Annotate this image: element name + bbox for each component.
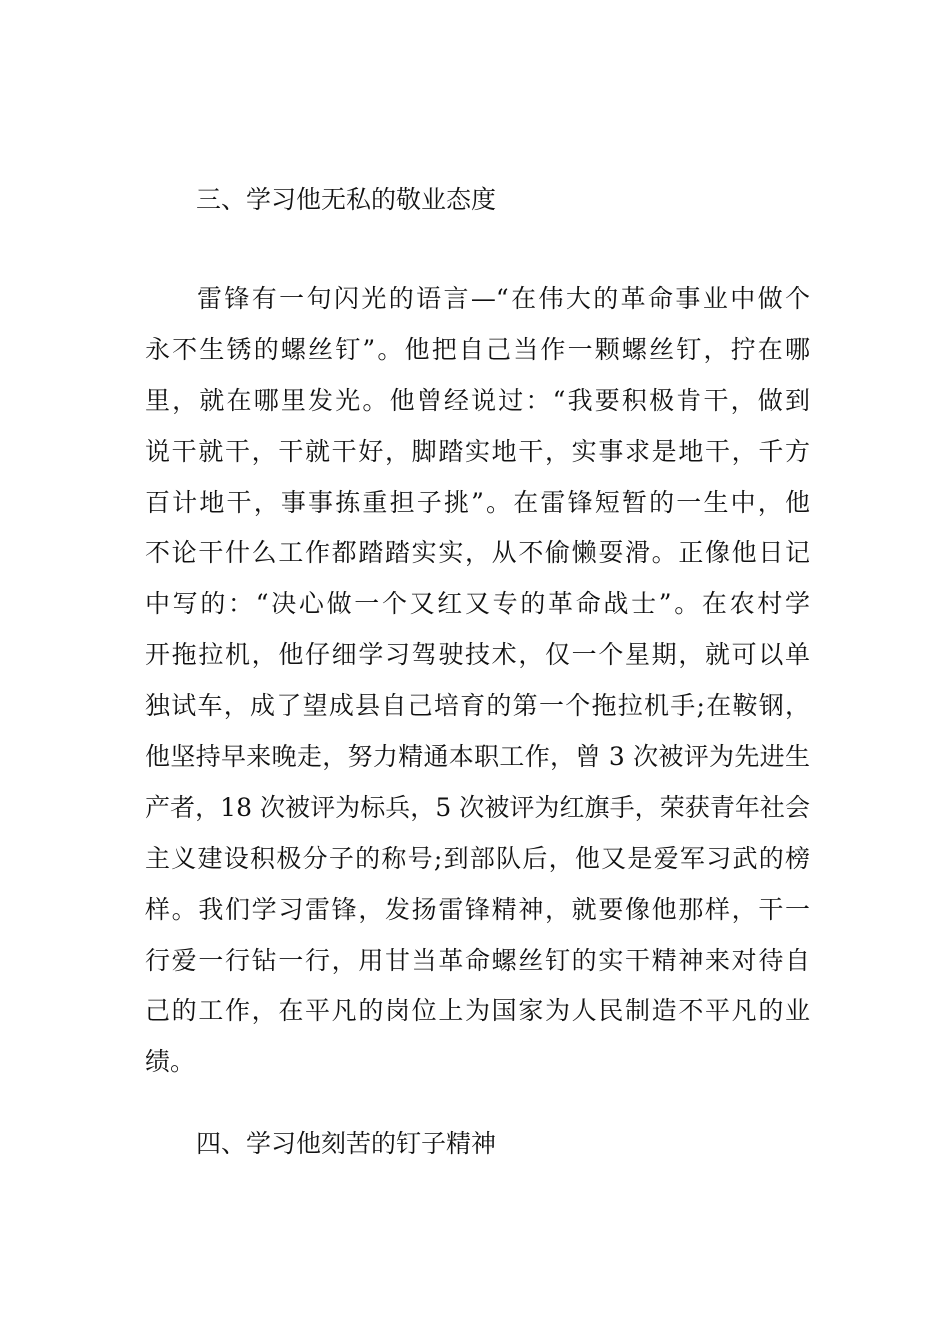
paragraph-line: 他坚持早来晚走，努力精通本职工作，曾 3 次被评为先进生 [145,742,810,772]
section-4-heading: 四、学习他刻苦的钉子精神 [196,1129,497,1158]
paragraph-line: 中写的：“决心做一个又红又专的革命战士”。在农村学 [145,589,810,619]
paragraph-line: 永不生锈的螺丝钉”。他把自己当作一颗螺丝钉，拧在哪 [145,334,810,364]
paragraph-line: 不论干什么工作都踏踏实实，从不偷懒耍滑。正像他日记 [145,538,810,568]
paragraph-line: 己的工作，在平凡的岗位上为国家为人民制造不平凡的业 [145,996,810,1026]
section-3-paragraph [145,282,810,1096]
paragraph-line: 样。我们学习雷锋，发扬雷锋精神，就要像他那样，干一 [145,894,810,924]
paragraph-line: 里，就在哪里发光。他曾经说过：“我要积极肯干，做到 [145,385,810,415]
paragraph-line: 雷锋有一句闪光的语言—“在伟大的革命事业中做个 [197,284,810,313]
paragraph-line: 产者，18 次被评为标兵，5 次被评为红旗手，荣获青年社会 [145,792,810,822]
section-3-heading: 三、学习他无私的敬业态度 [196,185,497,214]
paragraph-line: 绩。 [145,1047,196,1077]
paragraph-line: 百计地干，事事拣重担子挑”。在雷锋短暂的一生中，他 [145,487,810,517]
paragraph-line: 开拖拉机，他仔细学习驾驶技术，仅一个星期，就可以单 [145,640,810,670]
paragraph-line: 说干就干，干就干好，脚踏实地干，实事求是地干，千方 [145,436,810,466]
paragraph-line: 行爱一行钻一行，用甘当革命螺丝钉的实干精神来对待自 [145,945,810,975]
paragraph-line: 独试车，成了望成县自己培育的第一个拖拉机手;在鞍钢， [145,691,810,721]
paragraph-line: 主义建设积极分子的称号;到部队后，他又是爱军习武的榜 [145,843,810,873]
